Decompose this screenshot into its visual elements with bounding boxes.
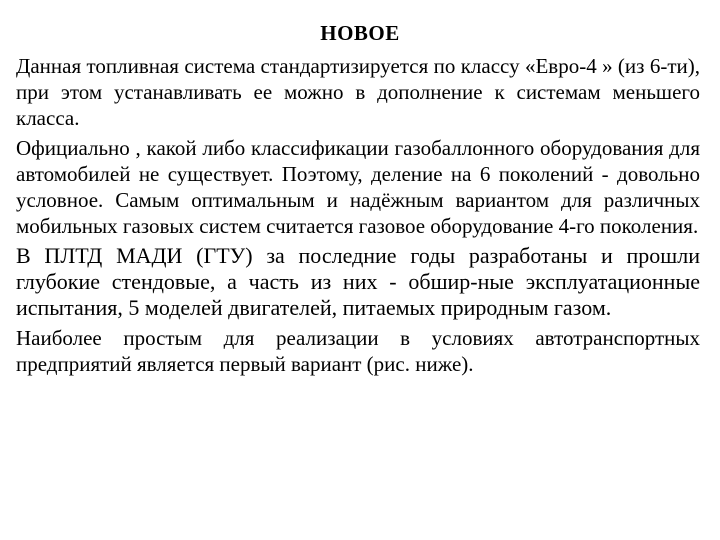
paragraph-euro4: Данная топливная система стандартизируется по классу «Евро-4 » (из 6-ти), при этом устанавливать ее можно в дополнение к системам меньшего класса. (16, 54, 700, 130)
slide-body (16, 53, 700, 381)
paragraph-madi-research: В ПЛТД МАДИ (ГТУ) за последние годы разработаны и прошли глубокие стендовые, а часть из них - обшир-ные эксплуатационные испытания, 5 моделей двигателей, питаемых природным газом. (16, 243, 700, 320)
slide-title: НОВОЕ (320, 21, 400, 45)
paragraph-classification: Официально , какой либо классификации газобаллонного оборудования для автомобилей не существует. Поэтому, деление на 6 поколений - довольно условное. Самым оптимальным и надёжным вариантом для различных мобильных газовых систем считается газовое оборудование 4-го поколения. (16, 136, 700, 238)
paragraph-simplest-variant: Наиболее простым для реализации в условиях автотранспортных предприятий является первый вариант (рис. ниже). (16, 326, 700, 376)
